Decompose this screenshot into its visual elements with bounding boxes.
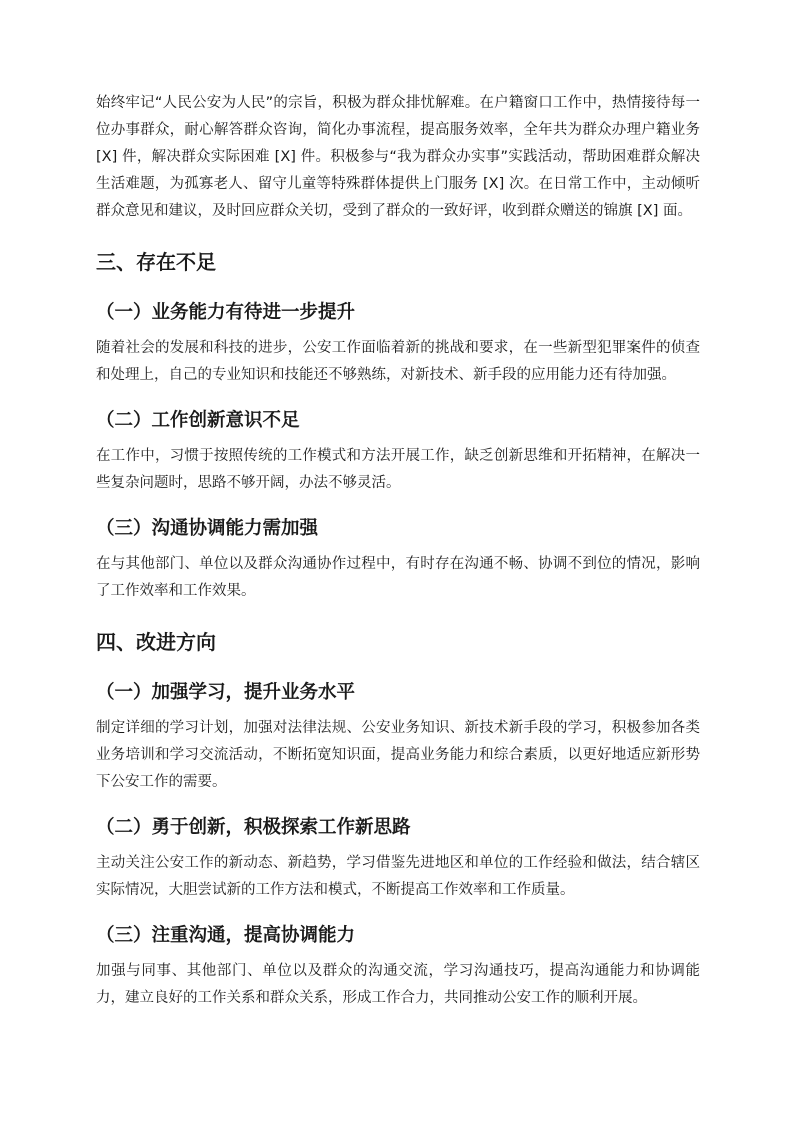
intro-paragraph: 始终牢记“人民公安为人民”的宗旨，积极为群众排忧解难。在户籍窗口工作中，热情接待每一位办事群众，耐心解答群众咨询，简化办事流程，提高服务效率，全年共为群众办理户籍业务 [X] 件，解决群众实际困难 [X] 件。积极参与“我为群众办实事”实践活动，帮助困难群众解决生活难题，为孤寡老人、留守儿童等特殊群体提供上门服务 [X] 次。在日常工作中，主动倾听群众意见和建议，及时回应群众关切，受到了群众的一致好评，收到群众赠送的锦旗 [X] 面。 xyxy=(96,95,700,219)
section-3-item-3-heading: （三）沟通协调能力需加强 xyxy=(96,518,319,539)
section-4-item-1-text: 制定详细的学习计划，加强对法律法规、公安业务知识、新技术新手段的学习，积极参加各类业务培训和学习交流活动，不断拓宽知识面，提高业务能力和综合素质，以更好地适应新形势下公安工作的需要。 xyxy=(96,720,700,790)
section-3-item-2-text: 在工作中，习惯于按照传统的工作模式和方法开展工作，缺乏创新思维和开拓精神，在解决一些复杂问题时，思路不够开阔，办法不够灵活。 xyxy=(96,448,700,491)
section-4-item-1-heading: （一）加强学习，提升业务水平 xyxy=(96,682,356,703)
section-4-item-2-text: 主动关注公安工作的新动态、新趋势，学习借鉴先进地区和单位的工作经验和做法，结合辖区实际情况，大胆尝试新的工作方法和模式，不断提高工作效率和工作质量。 xyxy=(96,855,700,898)
section-4-title: 四、改进方向 xyxy=(96,630,216,654)
section-4-item-2-heading: （二）勇于创新，积极探索工作新思路 xyxy=(96,817,411,838)
section-3-item-1-heading: （一）业务能力有待进一步提升 xyxy=(96,302,356,323)
document-page xyxy=(96,90,700,1012)
section-4-item-3-text: 加强与同事、其他部门、单位以及群众的沟通交流，学习沟通技巧，提高沟通能力和协调能力，建立良好的工作关系和群众关系，形成工作合力，共同推动公安工作的顺利开展。 xyxy=(96,963,700,1006)
section-3-item-2-heading: （二）工作创新意识不足 xyxy=(96,410,300,431)
section-4-item-3-heading: （三）注重沟通，提高协调能力 xyxy=(96,925,356,946)
section-3-item-1-text: 随着社会的发展和科技的进步，公安工作面临着新的挑战和要求，在一些新型犯罪案件的侦查和处理上，自己的专业知识和技能还不够熟练，对新技术、新手段的应用能力还有待加强。 xyxy=(96,340,700,383)
section-3-title: 三、存在不足 xyxy=(96,250,216,274)
section-3-item-3-text: 在与其他部门、单位以及群众沟通协作过程中，有时存在沟通不畅、协调不到位的情况，影响了工作效率和工作效果。 xyxy=(96,556,700,599)
